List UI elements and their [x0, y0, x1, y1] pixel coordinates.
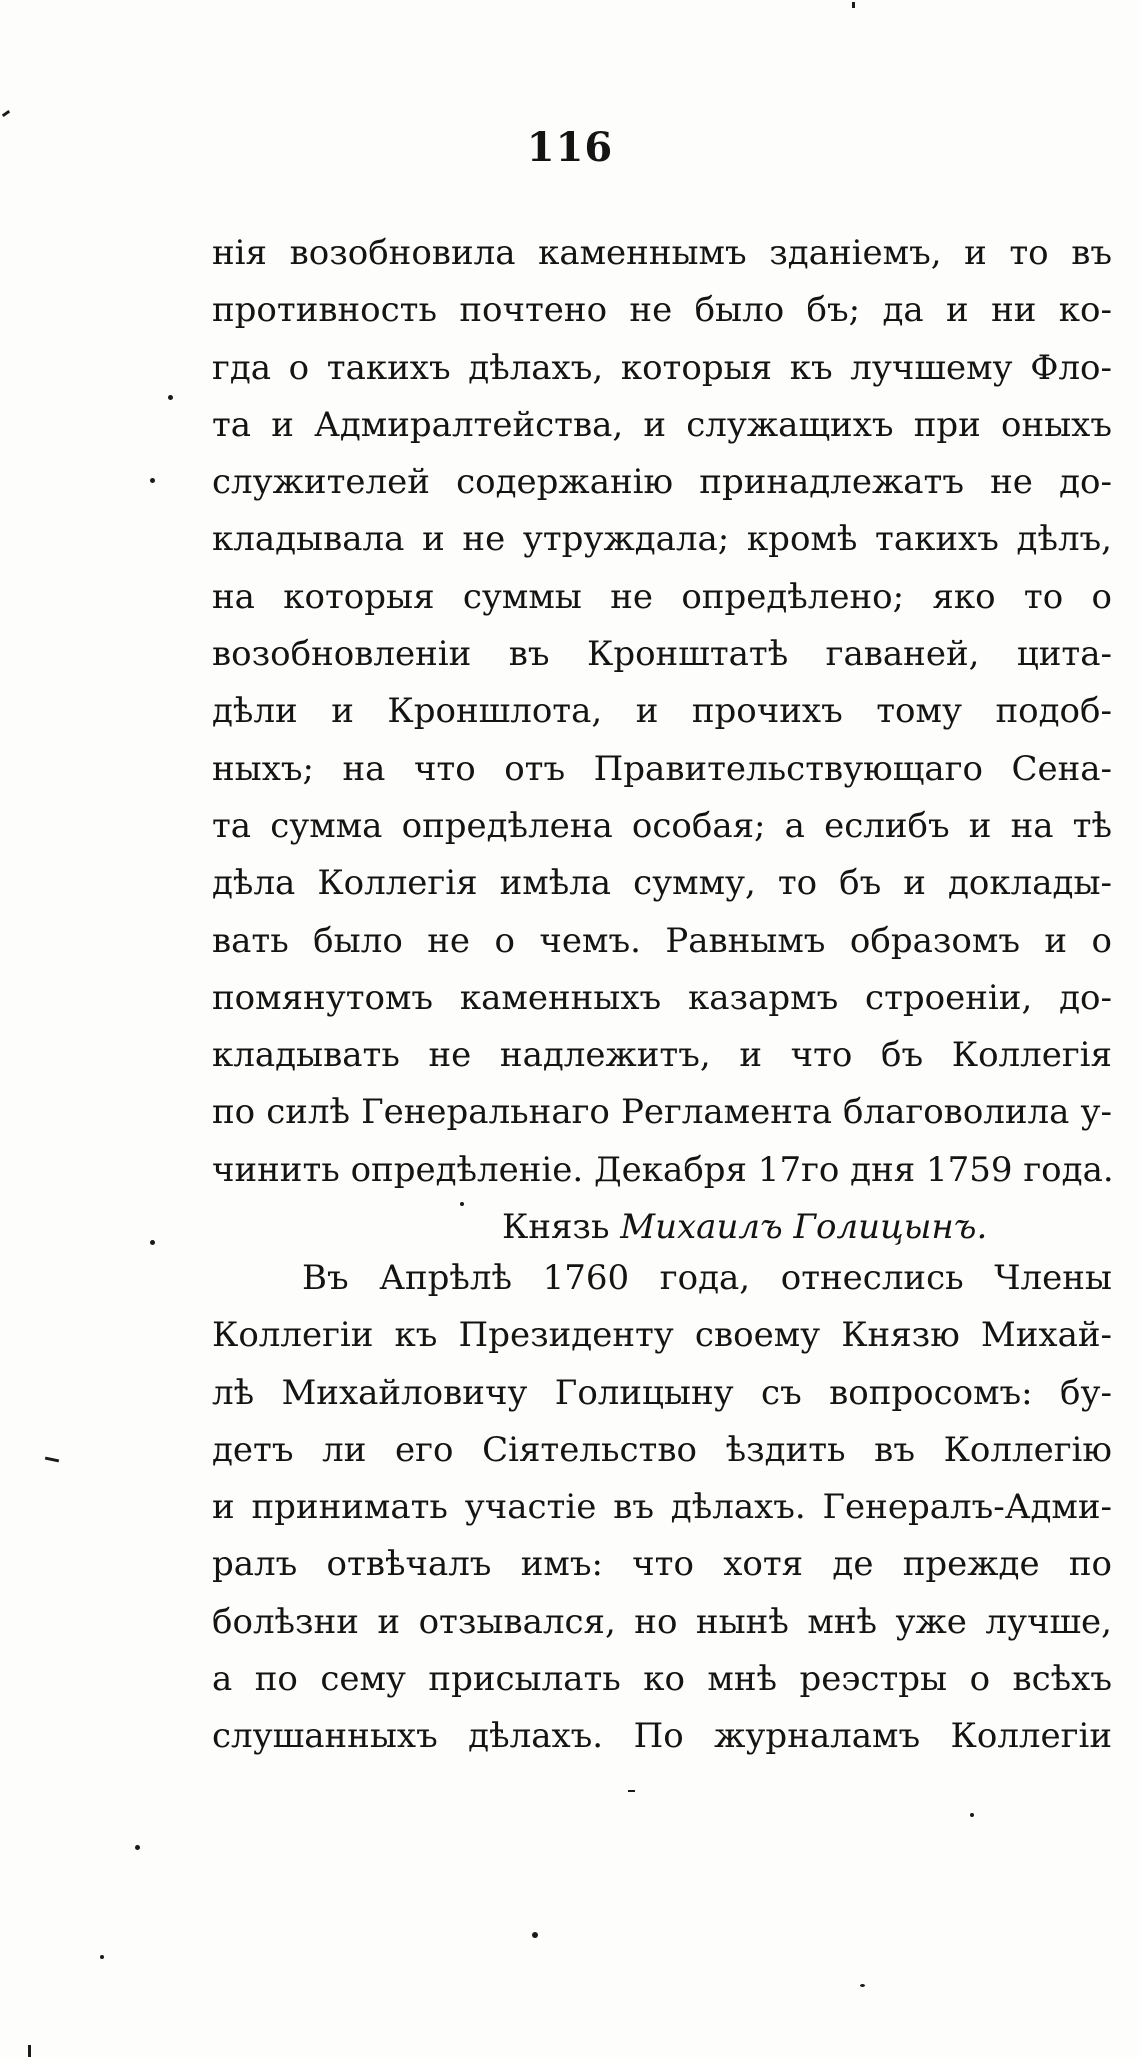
text-line: служителей содержанію принадлежатъ не до- — [212, 462, 1112, 503]
text-line: и принимать участіе въ дѣлахъ. Генералъ-Адми- — [212, 1487, 1112, 1528]
text-line: болѣзни и отзывался, но нынѣ мнѣ уже лучше, — [212, 1601, 1112, 1642]
scan-speck — [970, 1813, 974, 1817]
text-line: кладывать не надлежитъ, и что бъ Коллегія — [212, 1035, 1112, 1076]
scan-mark — [852, 2, 855, 8]
text-line: Коллегіи къ Президенту своему Князю Михай- — [212, 1315, 1112, 1356]
scan-speck — [150, 1240, 155, 1245]
text-line: нія возобновила каменнымъ зданіемъ, и то въ — [212, 233, 1112, 273]
scan-mark — [2, 110, 10, 117]
text-line: по силѣ Генеральнаго Регламента благоволила у- — [212, 1092, 1112, 1133]
scan-speck — [860, 1984, 865, 1987]
text-line: возобновленіи въ Кронштатѣ гаваней, цита- — [212, 634, 1112, 675]
scan-speck — [135, 1845, 140, 1850]
paragraph-1 — [212, 225, 1112, 1256]
scan-speck — [532, 1932, 538, 1938]
page-number: 116 — [526, 124, 614, 171]
text-line: ныхъ; на что отъ Правительствующаго Сена- — [212, 748, 1112, 789]
text-line: вать было не о чемъ. Равнымъ образомъ и о — [212, 920, 1112, 961]
text-line: детъ ли его Сіятельство ѣздить въ Коллегію — [212, 1429, 1112, 1470]
text-line: дѣла Коллегія имѣла сумму, то бъ и доклады- — [212, 863, 1112, 904]
text-line: слушанныхъ дѣлахъ. По журналамъ Коллегіи — [212, 1716, 1112, 1757]
text-line: лѣ Михайловичу Голицыну съ вопросомъ: бу- — [212, 1372, 1112, 1413]
signature — [212, 1199, 1112, 1256]
signature-title: Князь — [502, 1207, 610, 1248]
text-line: та и Адмиралтейства, и служащихъ при оныхъ — [212, 404, 1112, 445]
text-line: кладывала и не утруждала; кромѣ такихъ дѣлъ, — [212, 519, 1112, 560]
paragraph-2 — [212, 1250, 1112, 1766]
text-line: та сумма опредѣлена особая; а еслибъ и на тѣ — [212, 805, 1112, 846]
text-line: ралъ отвѣчалъ имъ: что хотя де прежде по — [212, 1544, 1112, 1585]
scan-speck — [460, 1202, 464, 1206]
text-line: Въ Апрѣлѣ 1760 года, отнеслись Члены — [302, 1258, 1112, 1298]
scan-mark — [28, 2045, 31, 2057]
text-line: на которыя суммы не опредѣлено; яко то о — [212, 576, 1112, 617]
text-line: дѣли и Кроншлота, и прочихъ тому подоб- — [212, 691, 1112, 732]
scan-speck — [168, 395, 173, 400]
text-line: противность почтено не было бъ; да и ни ко- — [212, 290, 1112, 331]
text-line: помянутомъ каменныхъ казармъ строеніи, до- — [212, 977, 1112, 1018]
signature-name: Михаилъ Голицынъ. — [620, 1207, 988, 1248]
scan-mark — [45, 1457, 59, 1463]
scan-speck — [150, 478, 155, 483]
text-line: гда о такихъ дѣлахъ, которыя къ лучшему Фло- — [212, 347, 1112, 388]
text-line: а по сему присылать ко мнѣ реэстры о всѣхъ — [212, 1659, 1112, 1700]
text-line: чинить опредѣленіе. Декабря 17го дня 1759 года. — [212, 1149, 1114, 1190]
scan-mark — [628, 1790, 635, 1792]
scan-speck — [100, 1955, 104, 1959]
